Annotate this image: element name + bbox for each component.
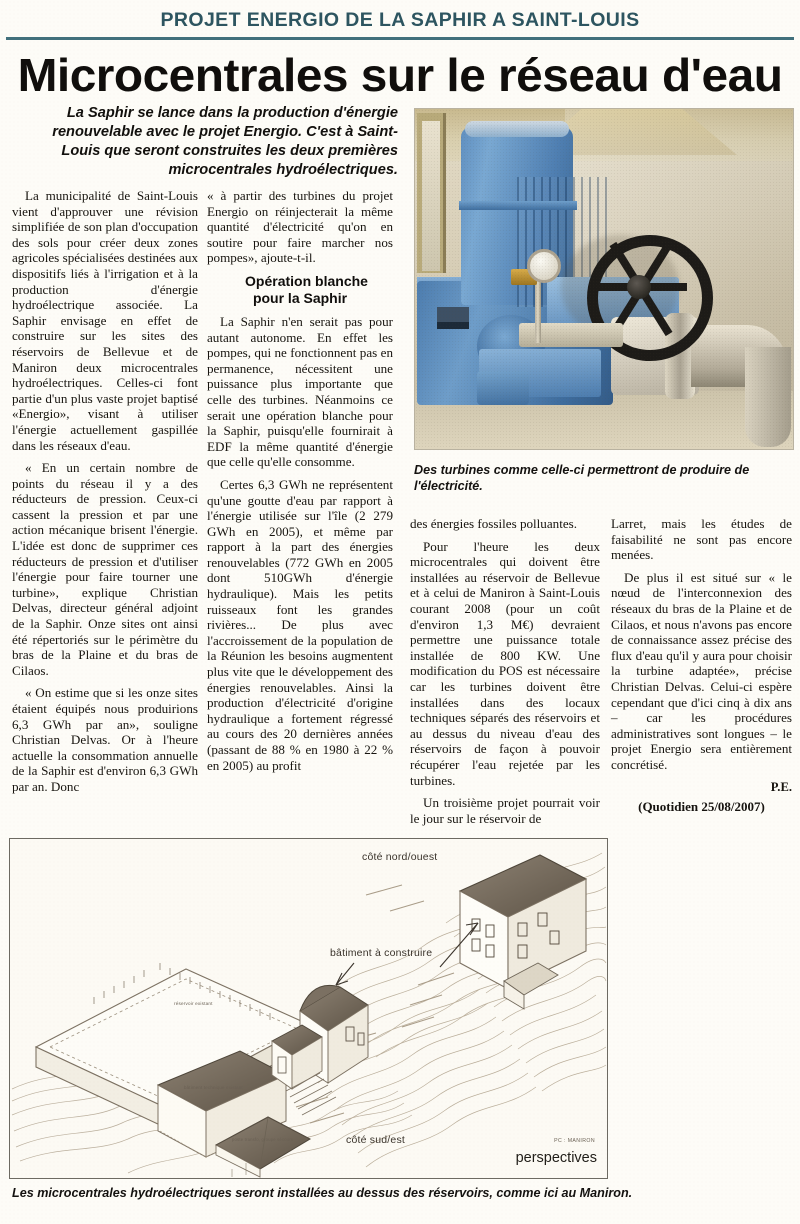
illustration-label-north-west: côté nord/ouest [362,851,438,863]
paragraph: La municipalité de Saint-Louis vient d'approuver une révision simplifiée de son plan d'occupation des sols pour créer deux zones agricoles spécialisées destinées aux dispositifs liés à l'irrigation et à la production d'énergie hydroélectrique associée. La Saphir envisage en effet de construire sur les sites des réservoirs de Bellevue et de Maniron deux microcentrales hydroélectriques. Celles-ci font partie d'un plus vaste projet baptisé «Energio», visant à utiliser l'énergie actuellement gaspillée dans les réseaux d'eau. [12,188,198,453]
paragraph: « On estime que si les onze sites étaient équipés nous produirions 6,3 GWh par an», souligne Christian Delvas. Or à l'heure actuelle la consommation annuelle de la Saphir est d'environ 6,3 GWh par an. Donc [12,685,198,794]
paragraph: De plus il est situé sur « le nœud de l'interconnexion des réseaux du bras de la Plaine et de Cilaos, et nous n'avons pas encore de connaissance assez précise des flux d'eau qu'il y aura pour choisir la turbine adaptée», précise Christian Delvas. Celui-ci espère cependant que d'ici cinq à dix ans – car les procédures administratives sont longues – le projet Energio sera entièrement concrétisé. [611,569,792,772]
body-column-3 [410,516,600,833]
article-headline: Microcentrales sur le réseau d'eau [17,49,783,101]
article-source: (Quotidien 25/08/2007) [638,799,765,814]
paragraph: Larret, mais les études de faisabilité ne sont pas encore menées. [611,516,792,563]
paragraph: Certes 6,3 GWh ne représentent qu'une goutte d'eau par rapport à l'énergie utilisée sur l'île (2 279 GWh en 2005), et même par rapport à la part des énergies renouvelables (772 GWh en 2005 dont 510GWh d'énergie hydraulique). Mais les petits ruisseaux font les grandes rivières... De plus avec l'accroissement de la population de la Réunion les besoins augmentent plus vite que le développement des énergies renouvelables. Ainsi la production d'électricité d'origine hydraulique a fortement régressé au cours des 20 dernières années (passant de 88 % en 1980 à 22 % en 2005) au profit [207,476,393,773]
illustration-caption: Les microcentrales hydroélectriques seront installées au dessus des réservoirs, comme ici au Maniron. [12,1186,633,1200]
photo-caption: Des turbines comme celle-ci permettront de produire de l'électricité. [414,463,750,493]
paragraph: Pour l'heure les deux microcentrales qui doivent être installées au réservoir de Bellevue et à celui de Maniron à Saint-Louis courant 2008 (pour un coût d'environ 1,3 M€) devraient permettre une puissance totale installée de 800 KW. Une modification du POS est nécessaire car les turbines doivent être installées dans des locaux techniques séparés des réservoirs et au dessus du niveau d'eau des réservoirs de façon à pouvoir récupérer l'eau rejetée par les turbines. [410,538,600,788]
perspective-illustration [9,838,608,1179]
paragraph: des énergies fossiles polluantes. [410,516,578,531]
illustration-label-technical: bâtiment technique existant [184,1085,243,1090]
illustration-label-reservoir: réservoir existant [174,1001,213,1006]
illustration-label-building: bâtiment à construire [330,947,433,959]
illustration-label-south-east: côté sud/est [346,1134,406,1146]
perspective-drawing-svg [10,839,607,1178]
body-column-2 [207,188,393,780]
paragraph: La Saphir n'en serait pas pour autant autonome. En effet les pompes, qui ne fonctionnent pas en permanence, nécessitent une puissance plus importante que celle des turbines. Néanmoins ce serait une opération blanche pour la Saphir, puisqu'elle fournirait à EDF la même quantité d'énergie que celle qu'elle consomme. [207,313,393,470]
subhead-line-1: Opération blanche [245,272,368,289]
article-byline: P.E. [770,779,792,794]
section-subhead [207,273,393,307]
paragraph: Un troisième projet pourrait voir le jour sur le réservoir de [410,795,600,826]
body-column-1 [12,188,198,802]
article-lead: La Saphir se lance dans la production d'énergie renouvelable avec le projet Energio. C'est à Saint-Louis que seront construites les deux premières microcentrales hydroélectriques. [52,105,398,178]
illustration-label-poste: poste transfo, groupe sécours [232,1137,294,1142]
paragraph: « En un certain nombre de points du réseau il y a des réducteurs de pression. Ceux-ci cassent la pression et par une action mécanique brisent l'énergie. L'idée est donc de supprimer ces réducteurs de pression et d'utiliser l'énergie pour faire tourner une turbine», explique Christian Delvas, directeur général adjoint de la Saphir. Onze sites ont ainsi été répertoriés sur le périmètre du bras de la Plaine et du bras de Cilaos. [12,460,198,678]
illustration-credit: PC : MANIRON [554,1138,595,1144]
subhead-line-2: pour la Saphir [252,289,348,306]
photo-halftone-grain [415,109,793,449]
illustration-title: perspectives [515,1150,597,1166]
illustration-drawing [10,839,607,1178]
kicker-rule [6,37,794,40]
paragraph: « à partir des turbines du projet Energio on réinjecterait la même quantité d'électricité qu'on en soutire pour faire marcher nos pompes», ajoute-t-il. [207,188,393,266]
body-column-4 [611,516,792,802]
turbine-photo [414,108,794,450]
article-kicker: PROJET ENERGIO DE LA SAPHIR A SAINT-LOUIS [160,9,640,31]
